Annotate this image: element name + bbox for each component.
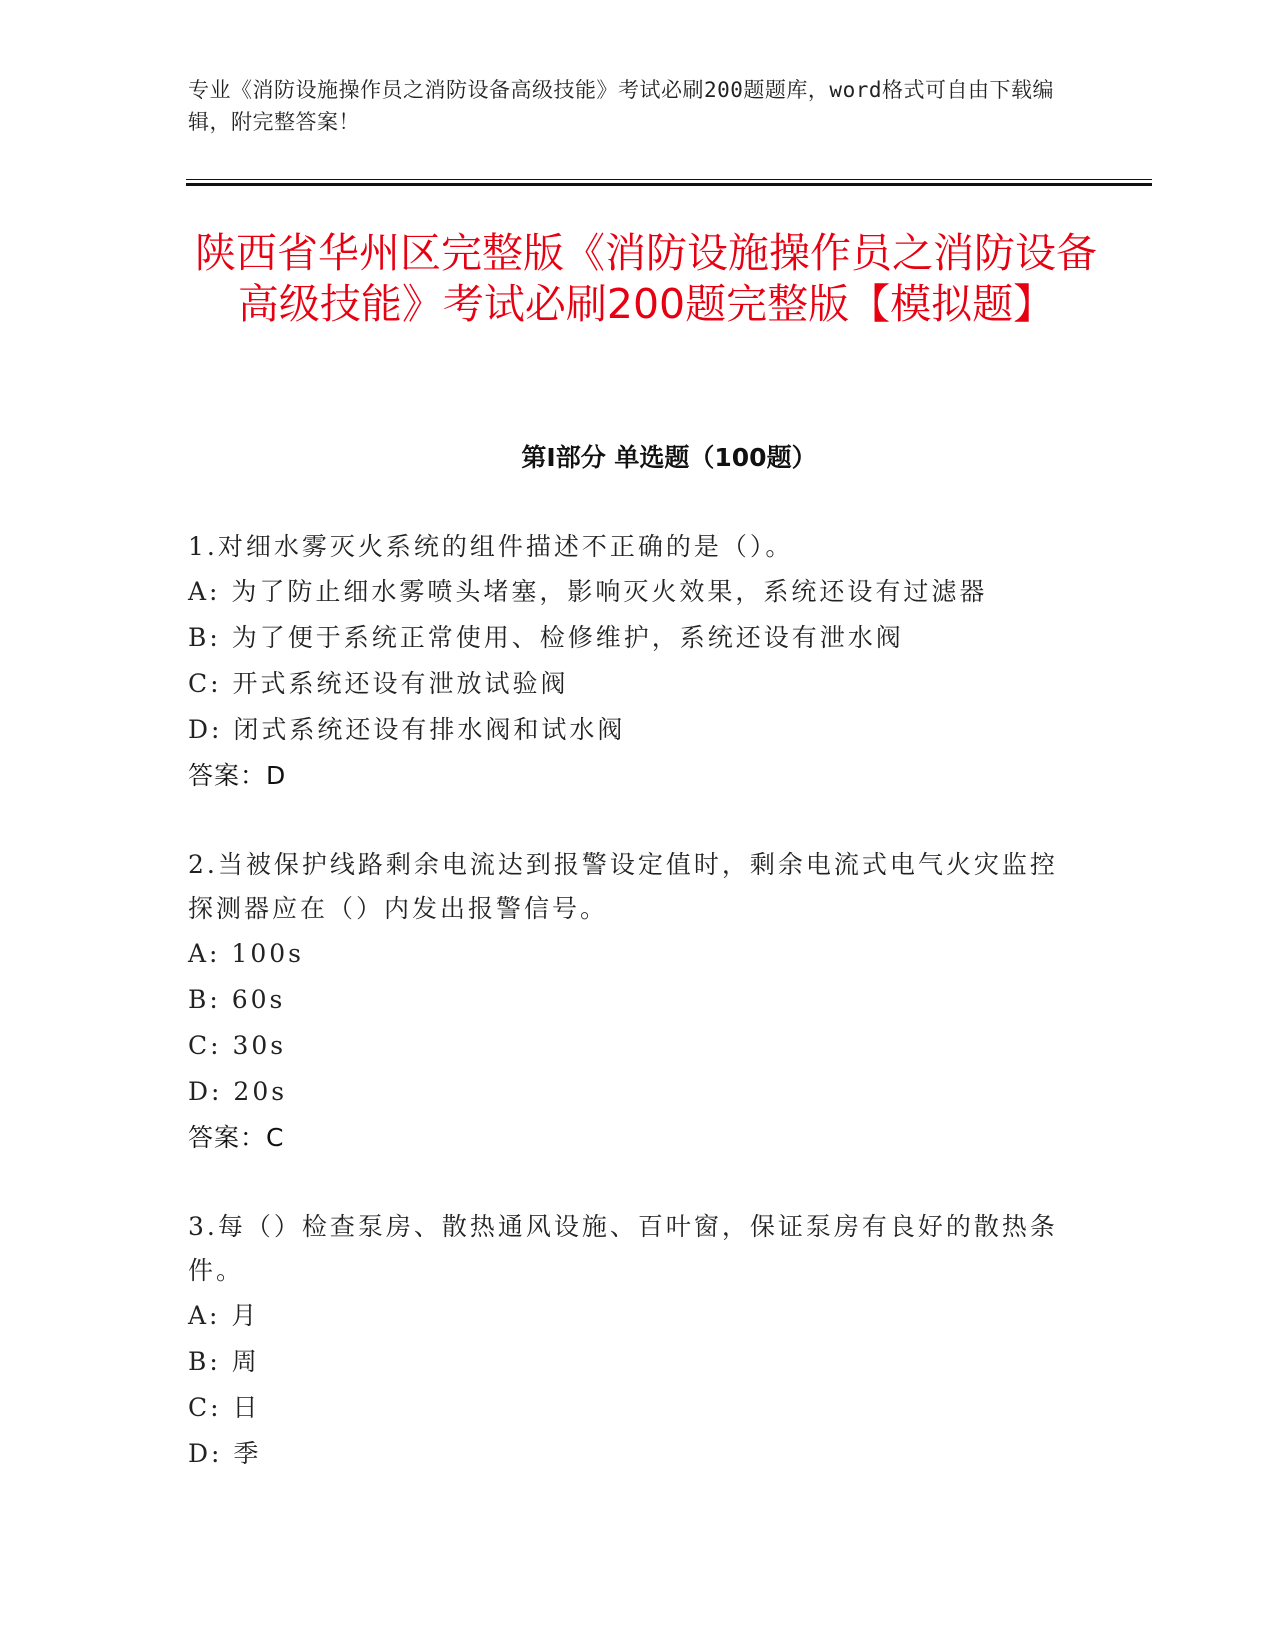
question-stem: 2.当被保护线路剩余电流达到报警设定值时，剩余电流式电气火灾监控探测器应在（）内发出报警信号。 xyxy=(188,850,1058,923)
header-note: 专业《消防设施操作员之消防设备高级技能》考试必刷200题题库，word格式可自由下载编辑，附完整答案！ xyxy=(188,78,1054,134)
option-c: C: 开式系统还设有泄放试验阀 xyxy=(188,669,569,698)
option-c: C: 日 xyxy=(188,1393,261,1422)
option-d: D: 闭式系统还设有排水阀和试水阀 xyxy=(188,715,626,744)
document-title: 陕西省华州区完整版《消防设施操作员之消防设备高级技能》考试必刷200题完整版【模拟题】 xyxy=(195,229,1097,328)
option-c: C: 30s xyxy=(188,1031,287,1060)
option-a: A: 月 xyxy=(188,1301,260,1330)
question-3 xyxy=(188,1205,1068,1477)
option-d: D: 季 xyxy=(188,1439,262,1468)
option-a: A: 为了防止细水雾喷头堵塞，影响灭火效果，系统还设有过滤器 xyxy=(188,577,988,606)
question-1 xyxy=(188,525,1068,799)
answer: 答案：D xyxy=(188,761,287,790)
question-stem: 1.对细水雾灭火系统的组件描述不正确的是（）。 xyxy=(188,532,794,561)
question-stem: 3.每（）检查泵房、散热通风设施、百叶窗，保证泵房有良好的散热条件。 xyxy=(188,1212,1058,1285)
option-b: B: 为了便于系统正常使用、检修维护，系统还设有泄水阀 xyxy=(188,623,904,652)
answer: 答案：C xyxy=(188,1123,285,1152)
option-b: B: 60s xyxy=(188,985,286,1014)
option-b: B: 周 xyxy=(188,1347,260,1376)
header-rule-thin xyxy=(186,179,1152,180)
option-d: D: 20s xyxy=(188,1077,288,1106)
option-a: A: 100s xyxy=(188,939,304,968)
question-2 xyxy=(188,843,1068,1161)
header-rule-thick xyxy=(186,183,1152,186)
section-title: 第Ⅰ部分 单选题（100题） xyxy=(521,443,817,472)
